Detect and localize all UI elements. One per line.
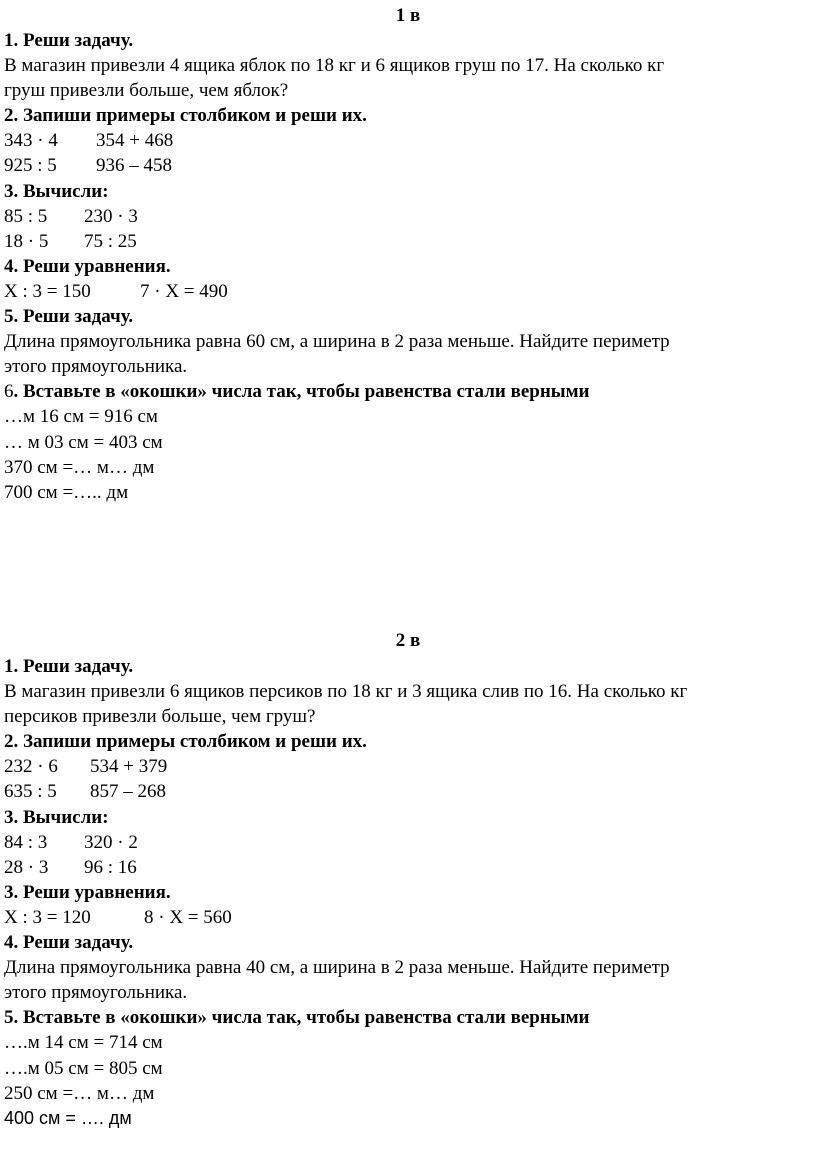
v2-task5-text-line2: этого прямоугольника. — [4, 982, 188, 1004]
v1-task4-equations — [4, 279, 794, 304]
v2-task1-text-line2: персиков привезли больше, чем груш? — [4, 706, 316, 728]
variant2-block — [4, 654, 794, 1131]
v2-task2-row1-left: 232 · 6 — [4, 756, 58, 778]
v2-task6-heading: 5. Вставьте в «окошки» числа так, чтобы равенства стали верными — [4, 1007, 590, 1029]
variant1-block — [4, 28, 794, 505]
v2-task4-equations — [4, 905, 794, 930]
variant2-title: 2 в — [395, 630, 421, 651]
v2-task6-line1: ….м 14 см = 714 см — [4, 1032, 163, 1054]
v2-task4-heading: 3. Реши уравнения. — [4, 881, 171, 903]
v1-task6-heading-line — [4, 379, 794, 404]
v1-task2-row — [4, 128, 794, 153]
v2-task6-line4: 400 см = …. дм — [4, 1107, 132, 1128]
v1-task4-left: Х : 3 = 150 — [4, 280, 91, 302]
v2-task4-left: Х : 3 = 120 — [4, 906, 91, 928]
v1-task2-row1-right: 354 + 468 — [96, 130, 174, 152]
v1-task6-number: 6 — [4, 381, 14, 403]
v1-task5-text-line2: этого прямоугольника. — [4, 356, 188, 378]
v2-task1-text-line1: В магазин привезли 6 ящиков персиков по 18 кг и 3 ящика слив по 16. На сколько кг — [4, 681, 688, 703]
v1-task4-right: 7 · Х = 490 — [140, 280, 228, 302]
v2-task6-line2: ….м 05 см = 805 см — [4, 1057, 163, 1079]
v2-task3-row1-left: 84 : 3 — [4, 831, 48, 853]
v2-task3-row1-right: 320 · 2 — [84, 831, 138, 853]
v2-task3-heading: 3. Вычисли: — [4, 806, 109, 828]
v2-task3-row — [4, 830, 794, 855]
v1-task3-row — [4, 229, 794, 254]
v1-task2-row2-left: 925 : 5 — [4, 155, 57, 177]
v2-task3-row2-right: 96 : 16 — [84, 856, 137, 878]
v1-task2-heading: 2. Запиши примеры столбиком и реши их. — [4, 105, 367, 127]
variant1-title: 1 в — [395, 5, 421, 26]
v1-task3-row2-right: 75 : 25 — [84, 230, 137, 252]
v2-task5-heading: 4. Реши задачу. — [4, 932, 134, 954]
v1-task2-row1-left: 343 · 4 — [4, 130, 58, 152]
v1-task3-row2-left: 18 · 5 — [4, 230, 49, 252]
v1-task2-row2-right: 936 – 458 — [96, 155, 172, 177]
v2-task3-row — [4, 855, 794, 880]
v2-task4-right: 8 · Х = 560 — [144, 906, 232, 928]
v2-task2-row1-right: 534 + 379 — [90, 756, 168, 778]
v2-task2-row — [4, 779, 794, 804]
v1-task6-heading: . Вставьте в «окошки» числа так, чтобы равенства стали верными — [13, 381, 590, 403]
v1-task5-text-line1: Длина прямоугольника равна 60 см, а ширина в 2 раза меньше. Найдите периметр — [4, 331, 670, 353]
v1-task1-text-line1: В магазин привезли 4 ящика яблок по 18 кг и 6 ящиков груш по 17. На сколько кг — [4, 55, 665, 77]
v2-task2-row2-left: 635 : 5 — [4, 781, 57, 803]
v1-task3-row — [4, 204, 794, 229]
v1-task3-row1-right: 230 · 3 — [84, 205, 138, 227]
v2-task2-row2-right: 857 – 268 — [90, 781, 166, 803]
v1-task5-heading: 5. Реши задачу. — [4, 306, 134, 328]
v1-task3-heading: 3. Вычисли: — [4, 180, 109, 202]
v1-task1-text-line2: груш привезли больше, чем яблок? — [4, 80, 289, 102]
v2-task2-heading: 2. Запиши примеры столбиком и реши их. — [4, 731, 367, 753]
v2-task2-row — [4, 754, 794, 779]
v2-task1-heading: 1. Реши задачу. — [4, 656, 134, 677]
v1-task6-line2: … м 03 см = 403 см — [4, 431, 163, 453]
v1-task6-line4: 700 см =….. дм — [4, 481, 129, 503]
v1-task3-row1-left: 85 : 5 — [4, 205, 48, 227]
v1-task6-line3: 370 см =… м… дм — [4, 456, 155, 478]
v1-task4-heading: 4. Реши уравнения. — [4, 255, 171, 277]
v2-task3-row2-left: 28 · 3 — [4, 856, 49, 878]
v2-task5-text-line1: Длина прямоугольника равна 40 см, а ширина в 2 раза меньше. Найдите периметр — [4, 957, 670, 979]
v1-task6-line1: …м 16 см = 916 см — [4, 406, 158, 428]
v1-task1-heading: 1. Реши задачу. — [4, 30, 134, 51]
v2-task6-line3: 250 см =… м… дм — [4, 1082, 155, 1104]
v1-task2-row — [4, 153, 794, 178]
